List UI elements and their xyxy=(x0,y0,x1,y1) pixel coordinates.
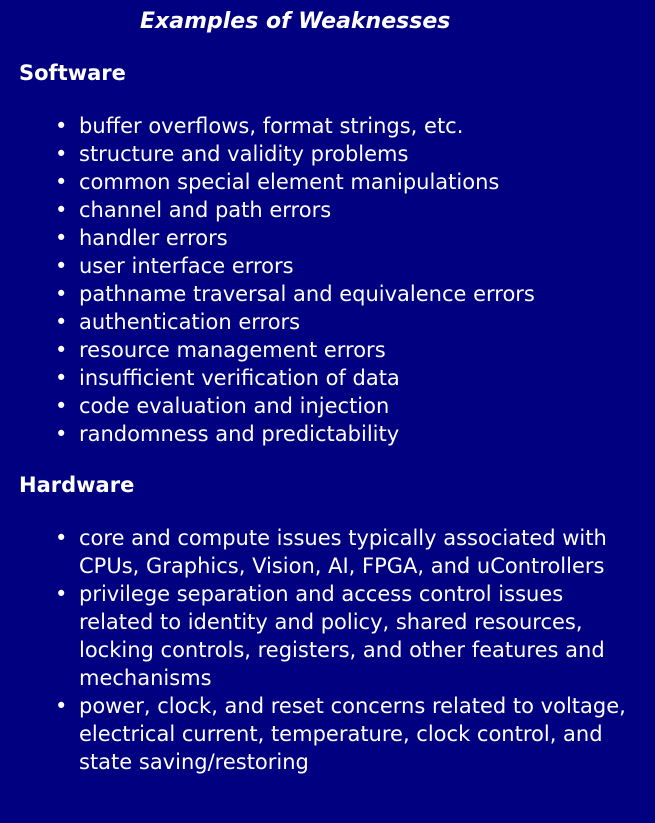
software-list xyxy=(0,112,655,448)
list-item xyxy=(55,252,655,280)
list-item xyxy=(55,336,655,364)
list-item xyxy=(55,196,655,224)
hardware-list xyxy=(0,524,655,776)
list-item-text: structure and validity problems xyxy=(79,142,409,166)
list-item-text: handler errors xyxy=(79,226,228,250)
bullet-icon: • xyxy=(55,422,68,446)
bullet-icon: • xyxy=(55,198,68,222)
list-item xyxy=(55,692,655,776)
page-title: Examples of Weaknesses xyxy=(140,9,451,34)
list-item xyxy=(55,524,655,580)
list-item-text: code evaluation and injection xyxy=(79,394,390,418)
bullet-icon: • xyxy=(55,254,68,278)
bullet-icon: • xyxy=(55,694,68,718)
list-item-text: resource management errors xyxy=(79,338,386,362)
list-item-text: core and compute issues typically associated with CPUs, Graphics, Vision, AI, FPGA, and uControllers xyxy=(79,526,607,578)
bullet-icon: • xyxy=(55,226,68,250)
list-item xyxy=(55,308,655,336)
list-item-text: authentication errors xyxy=(79,310,301,334)
bullet-icon: • xyxy=(55,282,68,306)
list-item xyxy=(55,580,655,692)
bullet-icon: • xyxy=(55,310,68,334)
software-heading: Software xyxy=(19,61,126,85)
bullet-icon: • xyxy=(55,170,68,194)
list-item-text: common special element manipulations xyxy=(79,170,500,194)
list-item-text: privilege separation and access control issues related to identity and policy, shared resources, locking controls, registers, and other features and mechanisms xyxy=(79,582,605,690)
list-item xyxy=(55,140,655,168)
list-item xyxy=(55,224,655,252)
bullet-icon: • xyxy=(55,338,68,362)
bullet-icon: • xyxy=(55,582,68,606)
list-item xyxy=(55,392,655,420)
list-item-text: channel and path errors xyxy=(79,198,332,222)
list-item-text: buffer overflows, format strings, etc. xyxy=(79,114,464,138)
bullet-icon: • xyxy=(55,366,68,390)
list-item-text: pathname traversal and equivalence errors xyxy=(79,282,535,306)
list-item-text: user interface errors xyxy=(79,254,294,278)
list-item-text: insufficient verification of data xyxy=(79,366,400,390)
list-item xyxy=(55,364,655,392)
hardware-heading: Hardware xyxy=(19,473,135,497)
bullet-icon: • xyxy=(55,394,68,418)
list-item xyxy=(55,168,655,196)
list-item-text: randomness and predictability xyxy=(79,422,400,446)
list-item-text: power, clock, and reset concerns related to voltage, electrical current, temperature, clock control, and state saving/restoring xyxy=(79,694,626,774)
bullet-icon: • xyxy=(55,526,68,550)
list-item xyxy=(55,420,655,448)
bullet-icon: • xyxy=(55,114,68,138)
list-item xyxy=(55,112,655,140)
bullet-icon: • xyxy=(55,142,68,166)
list-item xyxy=(55,280,655,308)
